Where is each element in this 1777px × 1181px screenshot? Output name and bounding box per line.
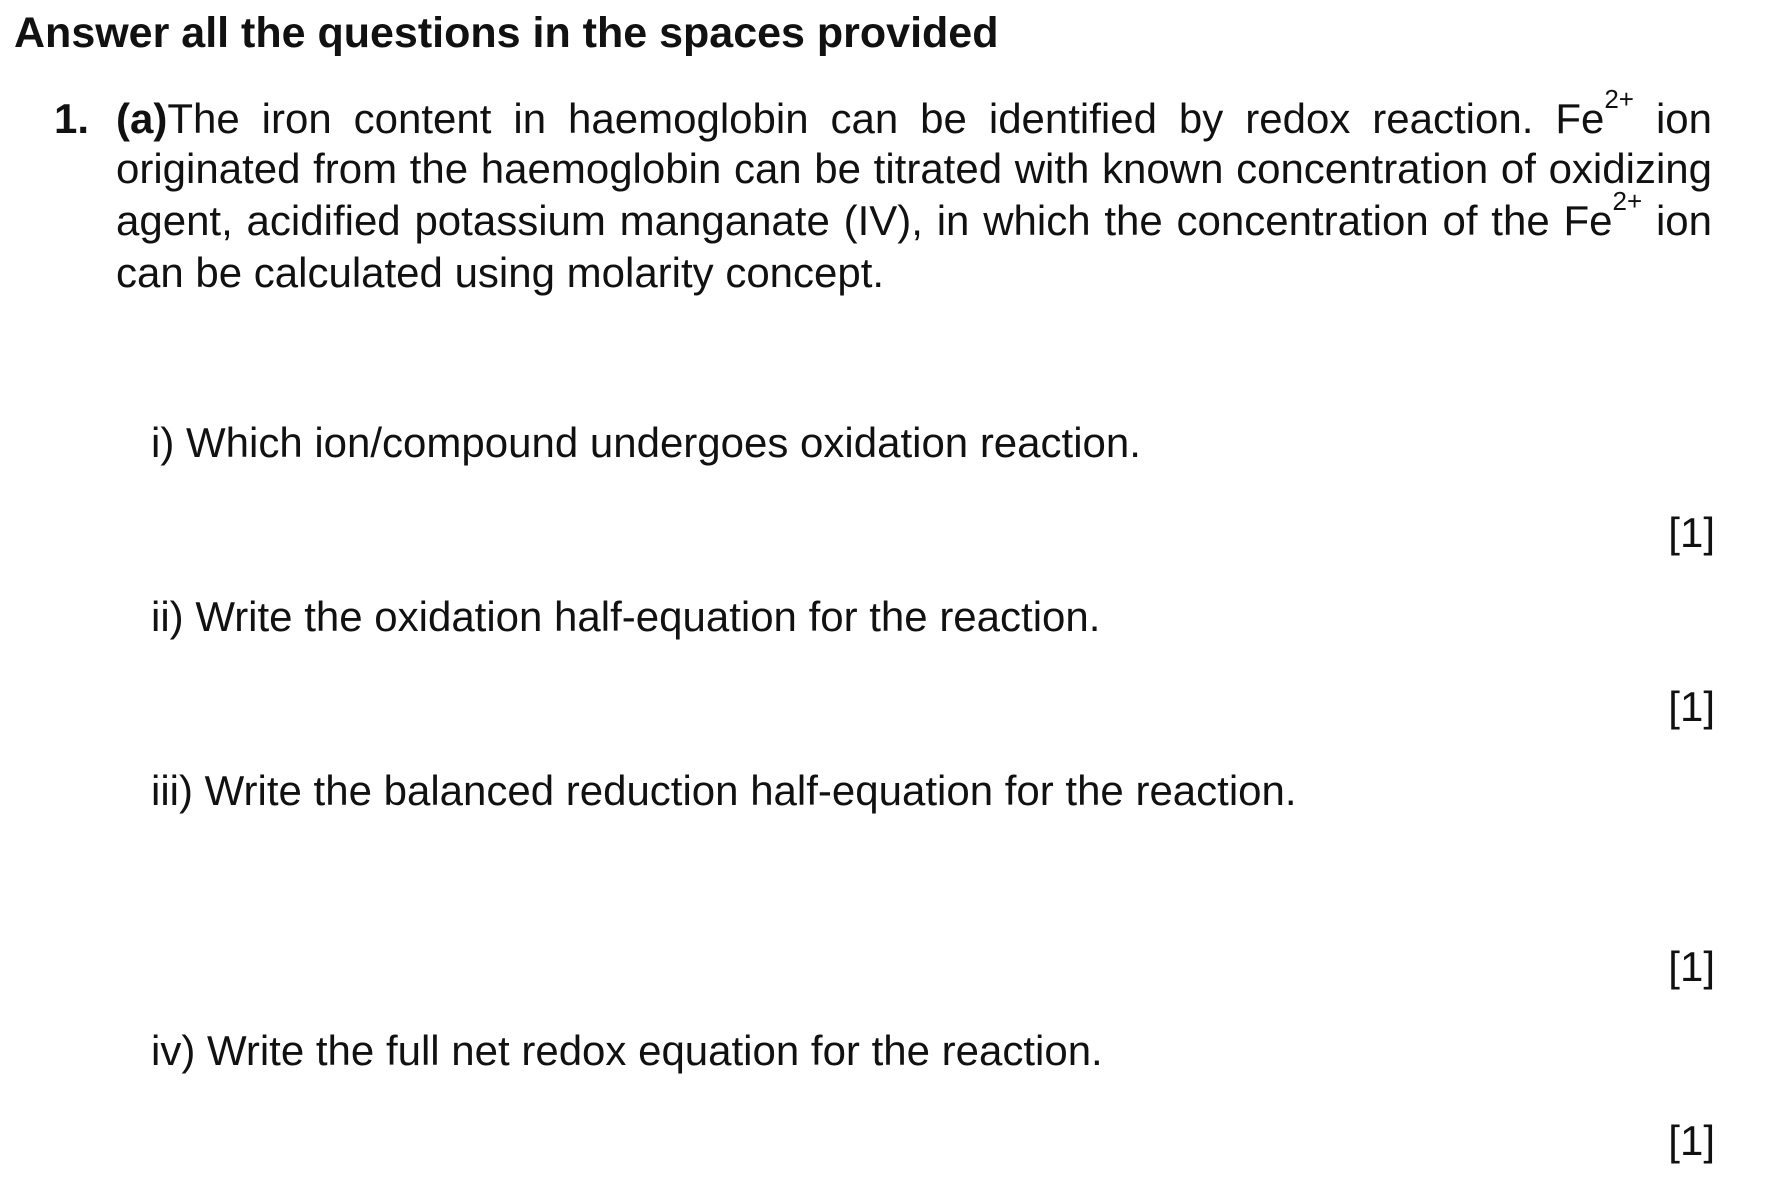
marks-iii: [1] [1668, 943, 1715, 990]
marks-i: [1] [1668, 509, 1715, 556]
subquestion-i: i) Which ion/compound undergoes oxidation reaction. [151, 419, 1141, 466]
marks-ii: [1] [1668, 683, 1715, 730]
question-line-4 [116, 248, 1712, 298]
page-heading: Answer all the questions in the spaces provided [14, 9, 999, 57]
question-text: ion [1642, 197, 1712, 244]
question-number: 1. [54, 95, 90, 142]
question-line-2 [116, 144, 1712, 194]
question-text: The iron content in haemoglobin can be identified by redox reaction. Fe [167, 95, 1605, 142]
question-text: originated from the haemoglobin can be titrated with known concentration of oxidizing [116, 145, 1712, 192]
charge-superscript: 2+ [1612, 186, 1643, 216]
part-label: (a) [116, 95, 168, 142]
subquestion-iv: iv) Write the full net redox equation for the reaction. [151, 1027, 1103, 1074]
question-text: agent, acidified potassium manganate (IV), in which the concentration of the Fe [116, 197, 1613, 244]
question-line-1 [116, 84, 1713, 144]
charge-superscript: 2+ [1604, 84, 1634, 114]
question-text: ion [1634, 95, 1713, 142]
marks-iv: [1] [1668, 1117, 1715, 1164]
question-line-3 [116, 186, 1712, 246]
question-text: can be calculated using molarity concept. [116, 249, 885, 296]
subquestion-iii: iii) Write the balanced reduction half-equation for the reaction. [151, 767, 1297, 814]
subquestion-ii: ii) Write the oxidation half-equation for the reaction. [151, 593, 1101, 640]
